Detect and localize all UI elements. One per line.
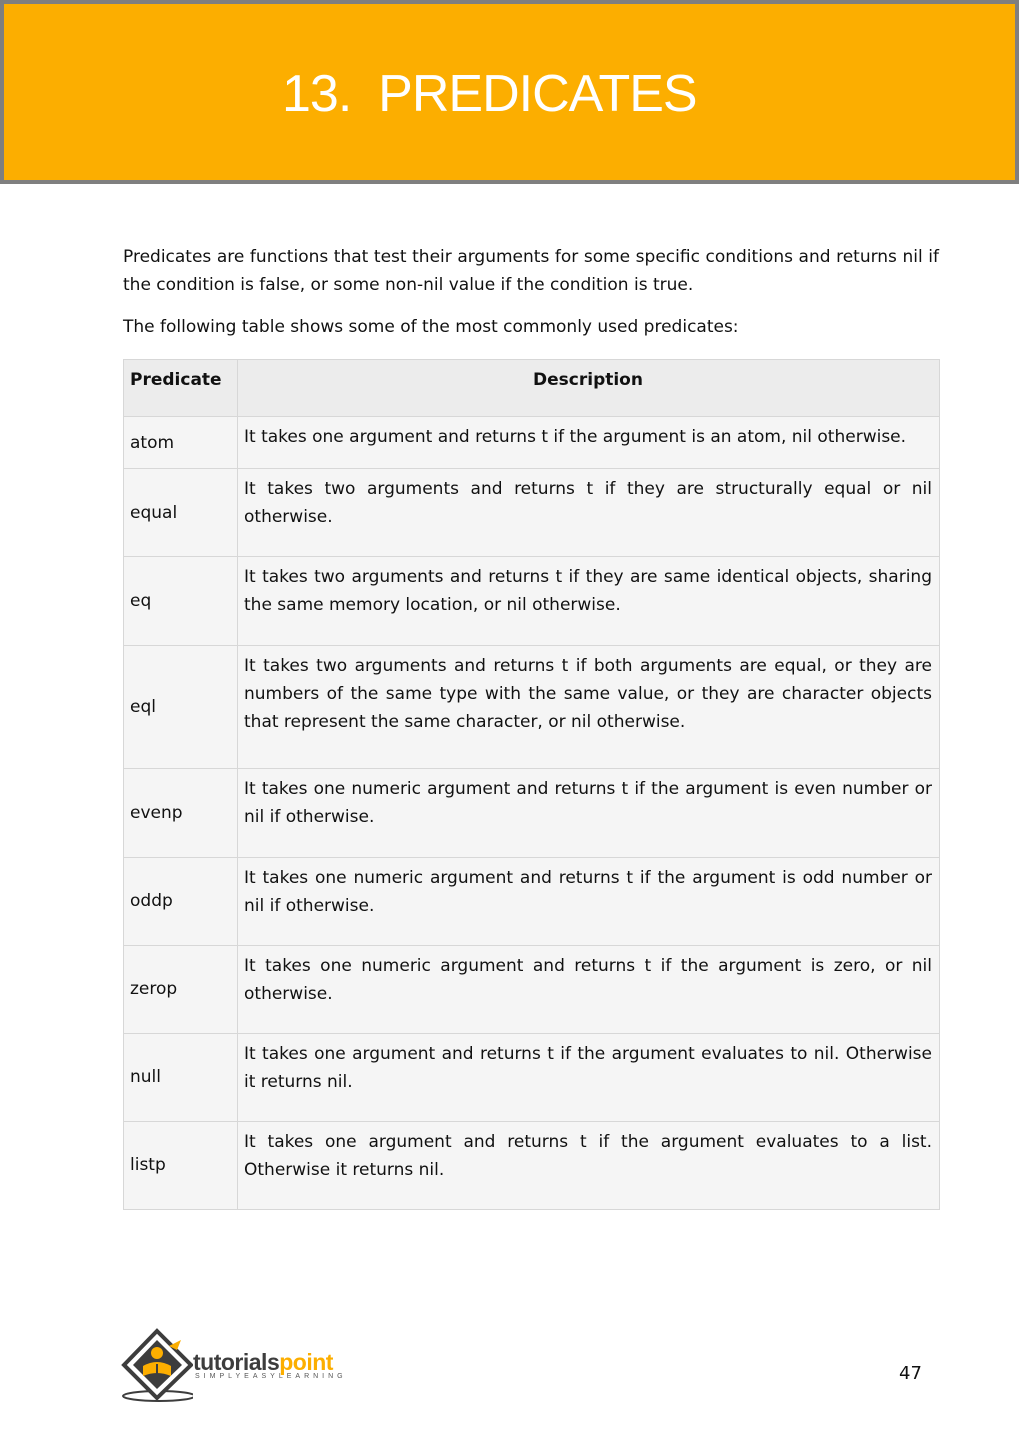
table-row [124,417,940,469]
predicate-cell: listp [124,1121,238,1209]
table-row [124,945,940,1033]
predicate-cell: zerop [124,945,238,1033]
logo-word-part1: tutorials [193,1349,280,1375]
predicate-cell: oddp [124,857,238,945]
description-cell: It takes two arguments and returns t if they are structurally equal or nil otherwise. [238,469,940,557]
description-cell: It takes one numeric argument and returns t if the argument is odd number or nil if otherwise. [238,857,940,945]
description-cell: It takes one numeric argument and returns t if the argument is even number or nil if otherwise. [238,769,940,857]
logo-word-part2: point [279,1349,333,1375]
chapter-title: 13. PREDICATES [282,65,697,123]
column-header-predicate: Predicate [124,360,238,417]
predicate-cell: equal [124,469,238,557]
tutorialspoint-logo [121,1328,366,1404]
description-cell: It takes one argument and returns t if the argument evaluates to a list. Otherwise it returns nil. [238,1121,940,1209]
predicate-cell: atom [124,417,238,469]
table-row [124,1121,940,1209]
predicates-table [123,359,940,1210]
table-row [124,1033,940,1121]
predicate-cell: null [124,1033,238,1121]
table-lead-paragraph: The following table shows some of the most commonly used predicates: [123,317,739,337]
table-row [124,469,940,557]
column-header-description: Description [238,360,940,417]
description-cell: It takes one numeric argument and returns t if the argument is zero, or nil otherwise. [238,945,940,1033]
description-cell: It takes two arguments and returns t if they are same identical objects, sharing the same memory location, or nil otherwise. [238,557,940,645]
logo-emblem-icon [121,1328,193,1404]
table-row [124,857,940,945]
predicate-cell: evenp [124,769,238,857]
intro-section [123,243,939,341]
predicate-cell: eql [124,645,238,769]
table-row [124,769,940,857]
page-number: 47 [899,1363,922,1384]
table-header-row [124,360,940,417]
logo-wordmark [193,1348,333,1376]
logo-tagline: SIMPLYEASYLEARNING [195,1373,347,1380]
table-row [124,557,940,645]
description-cell: It takes two arguments and returns t if both arguments are equal, or they are numbers of the same type with the same value, or they are character objects that represent the same character, or nil otherwise. [238,645,940,769]
description-cell: It takes one argument and returns t if the argument evaluates to nil. Otherwise it returns nil. [238,1033,940,1121]
chapter-banner [0,0,1019,184]
description-cell: It takes one argument and returns t if the argument is an atom, nil otherwise. [238,417,940,469]
predicate-cell: eq [124,557,238,645]
table-row [124,645,940,769]
intro-paragraph: Predicates are functions that test their arguments for some specific conditions and returns nil if the condition is false, or some non-nil value if the condition is true. [123,247,939,295]
